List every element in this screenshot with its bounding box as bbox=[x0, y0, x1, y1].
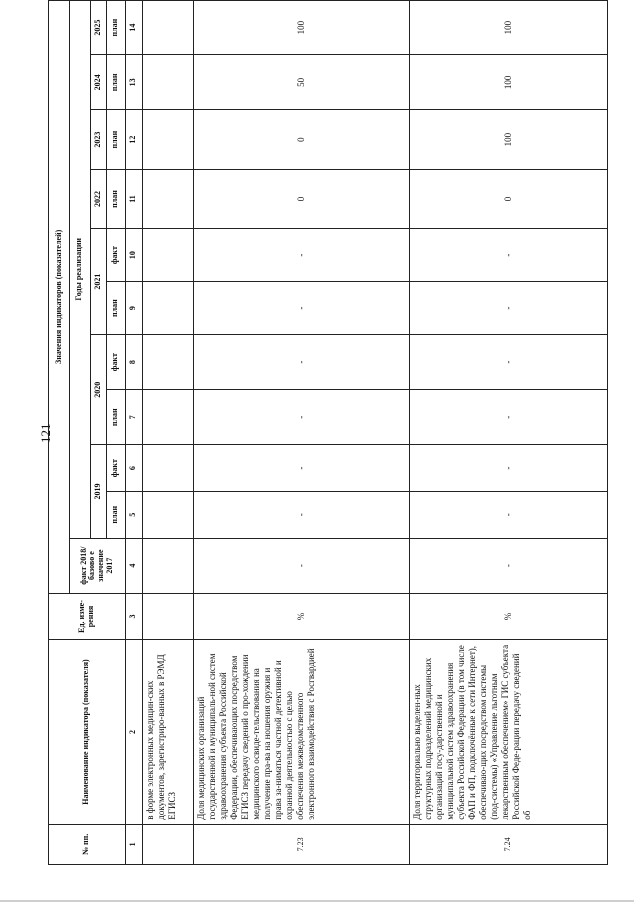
row-value: - bbox=[410, 538, 608, 593]
table-row bbox=[410, 1, 608, 865]
header-year-2025: 2025 bbox=[90, 1, 106, 55]
row-value: - bbox=[194, 445, 410, 492]
row-value bbox=[143, 445, 194, 492]
scan-edge-line bbox=[0, 900, 634, 902]
row-name: Доля медицинских организаций государственной и муниципаль-ной систем здравоохранения субъекта Российской Федерации, обеспечивающих посредством ЕГИСЗ передачу сведений о про-хождении медицинского освиде-тельствования на получение пра-ва на ношения оружия и права за-ниматься частной детективной и охранной деятельностью с целью обеспечения межведомственного электронного взаимодействия с Росгвардией bbox=[194, 640, 410, 824]
page-number: 121 bbox=[38, 423, 53, 443]
header-year-2019: 2019 bbox=[90, 445, 106, 538]
row-value: 0 bbox=[194, 169, 410, 228]
row-value bbox=[143, 110, 194, 169]
row-value bbox=[143, 169, 194, 228]
header-year-2024: 2024 bbox=[90, 55, 106, 110]
row-value bbox=[143, 55, 194, 110]
col-number: 5 bbox=[125, 491, 142, 538]
row-value bbox=[143, 335, 194, 390]
row-value: - bbox=[194, 538, 410, 593]
row-value: 100 bbox=[410, 1, 608, 55]
row-value bbox=[143, 390, 194, 445]
col-number: 13 bbox=[125, 55, 142, 110]
row-value bbox=[143, 229, 194, 282]
col-number: 3 bbox=[125, 593, 142, 640]
row-value bbox=[143, 282, 194, 335]
col-number: 2 bbox=[125, 640, 142, 824]
row-value: - bbox=[194, 491, 410, 538]
row-value: - bbox=[194, 390, 410, 445]
row-unit: % bbox=[410, 593, 608, 640]
row-num bbox=[143, 824, 194, 864]
header-plan: план bbox=[107, 390, 126, 445]
col-number: 7 bbox=[125, 390, 142, 445]
col-number: 1 bbox=[125, 824, 142, 864]
header-plan: план bbox=[107, 169, 126, 228]
rotated-table-stage bbox=[48, 0, 608, 865]
header-year-2022: 2022 bbox=[90, 169, 106, 228]
row-value: 100 bbox=[194, 1, 410, 55]
header-plan: план bbox=[107, 491, 126, 538]
row-value bbox=[143, 1, 194, 55]
row-value: 0 bbox=[194, 110, 410, 169]
row-unit: % bbox=[194, 593, 410, 640]
header-values-group: Значения индикаторов (показателей) bbox=[49, 1, 70, 594]
header-fact: факт bbox=[107, 335, 126, 390]
header-years-group: Годы реализации bbox=[69, 1, 90, 539]
header-plan: план bbox=[107, 110, 126, 169]
row-num: 7.24 bbox=[410, 824, 608, 864]
col-number: 9 bbox=[125, 282, 142, 335]
row-value bbox=[143, 491, 194, 538]
header-base: факт 2018/базово е значение 2017 bbox=[69, 538, 125, 593]
col-number: 11 bbox=[125, 169, 142, 228]
row-value: 100 bbox=[410, 55, 608, 110]
col-number: 4 bbox=[125, 538, 142, 593]
col-number: 6 bbox=[125, 445, 142, 492]
header-year-2021: 2021 bbox=[90, 229, 106, 335]
col-number: 14 bbox=[125, 1, 142, 55]
row-value: - bbox=[410, 229, 608, 282]
row-value: - bbox=[410, 390, 608, 445]
col-number: 12 bbox=[125, 110, 142, 169]
header-unit: Ед. изме-рения bbox=[49, 593, 126, 640]
header-fact: факт bbox=[107, 229, 126, 282]
header-fact: факт bbox=[107, 445, 126, 492]
header-year-2020: 2020 bbox=[90, 335, 106, 445]
row-value: - bbox=[410, 282, 608, 335]
row-value: - bbox=[410, 335, 608, 390]
row-value: 100 bbox=[410, 110, 608, 169]
row-value: - bbox=[410, 445, 608, 492]
row-value: - bbox=[410, 491, 608, 538]
header-num: № пп. bbox=[49, 824, 126, 864]
header-plan: план bbox=[107, 55, 126, 110]
row-value: - bbox=[194, 282, 410, 335]
row-value: - bbox=[194, 229, 410, 282]
row-num: 7.23 bbox=[194, 824, 410, 864]
col-number: 10 bbox=[125, 229, 142, 282]
row-name: Доля территориально выделен-ных структурных подразделений медицинских организаций госу-дарственной и муниципальной систем здравоохранения субъекта Российской Федерации (в том числе ФАП и ФП, подключённые к сети Интернет), обеспечиваю-щих посредством системы (под-системы) «Управление льготным лекарственным обеспечением» ГИС субъекта Российской Феде-рации передачу сведений об bbox=[410, 640, 608, 824]
row-value bbox=[143, 538, 194, 593]
row-value: 0 bbox=[410, 169, 608, 228]
indicators-table bbox=[48, 0, 608, 865]
header-name: Наименование индикатора (показателя) bbox=[49, 640, 126, 824]
table-row bbox=[143, 1, 194, 865]
row-name: в форме электронных медицин-ских документов, зарегистриро-ванных в РЭМД ЕГИСЗ bbox=[143, 640, 194, 824]
header-plan: план bbox=[107, 1, 126, 55]
table-row bbox=[194, 1, 410, 865]
header-year-2023: 2023 bbox=[90, 110, 106, 169]
row-value: 50 bbox=[194, 55, 410, 110]
header-plan: план bbox=[107, 282, 126, 335]
row-value: - bbox=[194, 335, 410, 390]
col-number: 8 bbox=[125, 335, 142, 390]
row-unit bbox=[143, 593, 194, 640]
